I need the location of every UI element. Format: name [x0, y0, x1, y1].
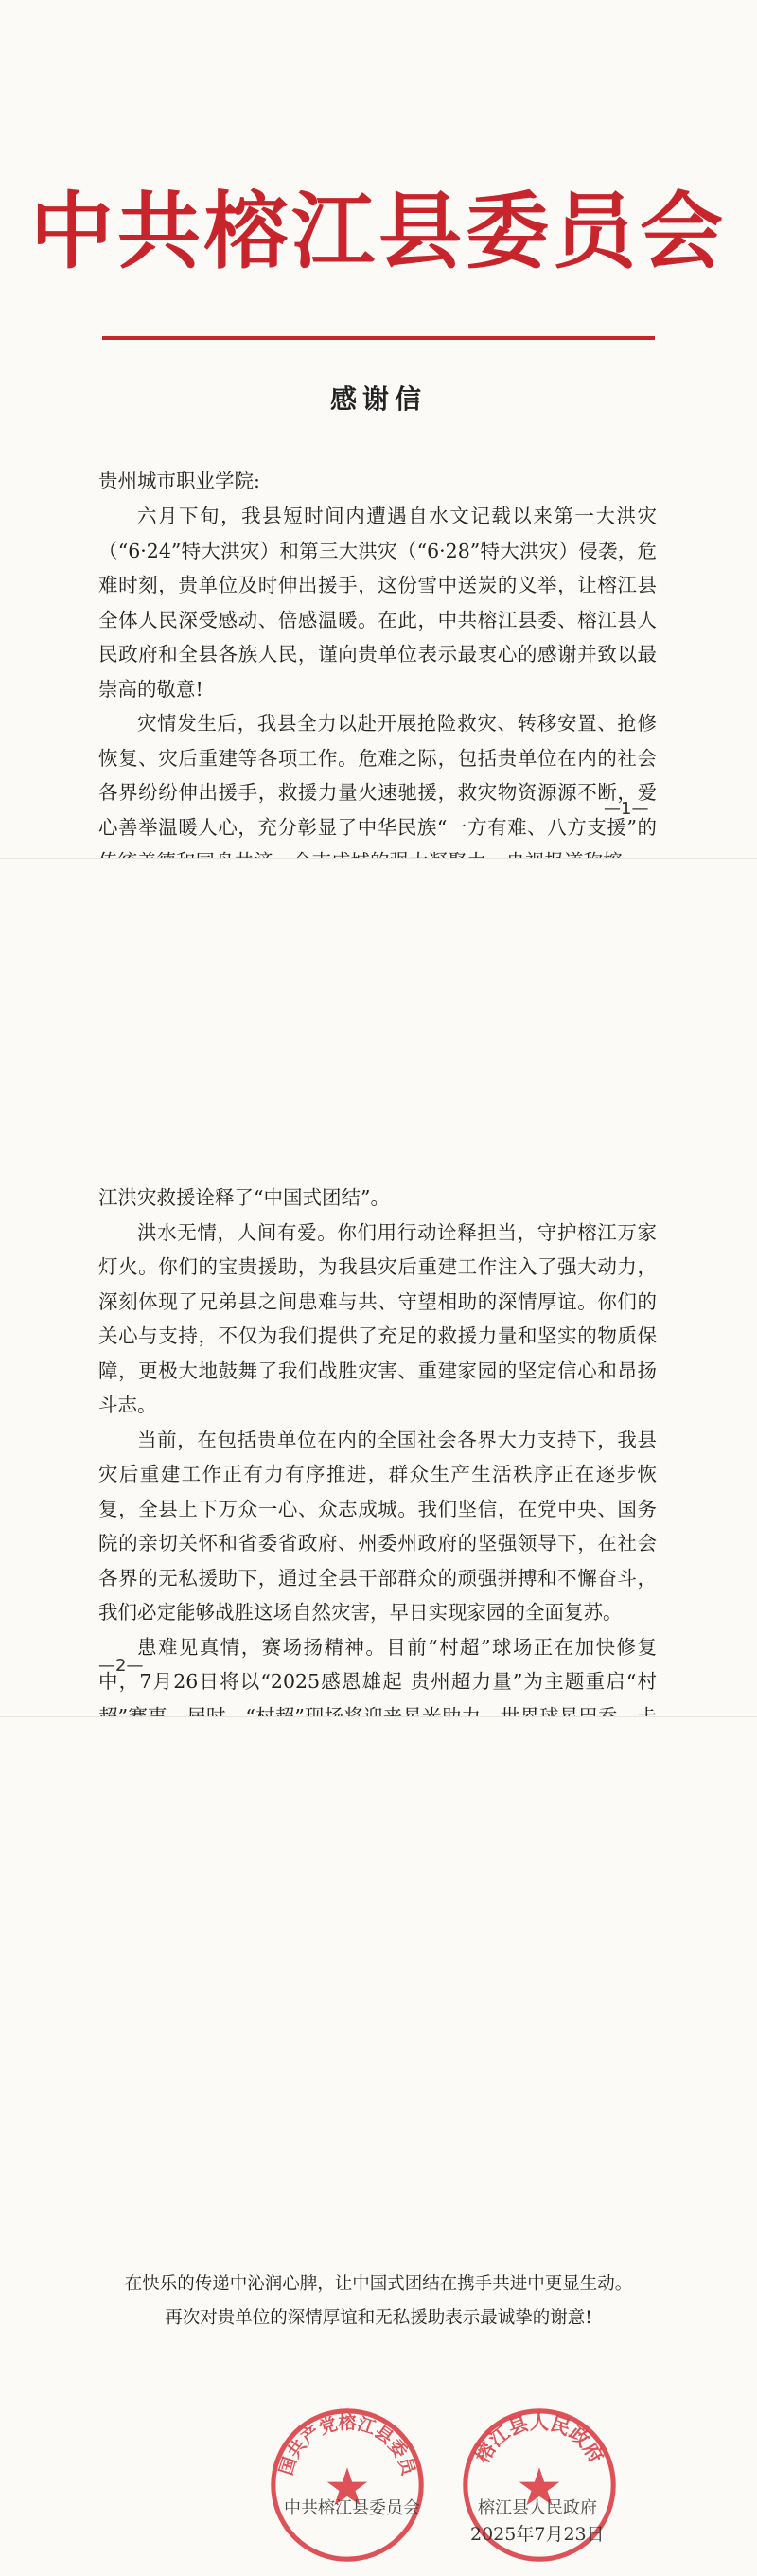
page-number: —1— [604, 799, 649, 819]
letter-title: 感谢信 [329, 383, 427, 415]
page1-body [98, 499, 657, 879]
signature-party-committee: 中共榕江县委员会 [284, 2498, 420, 2518]
signature-government: 榕江县人民政府 [478, 2498, 597, 2518]
page-1 [0, 0, 757, 859]
paragraph: 六月下旬，我县短时间内遭遇自水文记载以来第一大洪灾（“6·24”特大洪灾）和第三大洪灾（“6·28”特大洪灾）侵袭，危难时刻，贵单位及时伸出援手，这份雪中送炭的义举，让榕江县全体人民深受感动、倍感温暖。在此，中共榕江县委、榕江县人民政府和全县各族人民，谨向贵单位表示最衷心的感谢并致以最崇高的敬意! [98, 505, 657, 701]
salutation: 贵州城市职业学院: [98, 470, 260, 492]
closing-line: 在快乐的传递中沁润心脾，让中国式团结在携手共进中更显生动。 [124, 2274, 633, 2294]
org-header-title: 中共榕江县委员会 [29, 182, 727, 280]
seal-text: 国共产党榕江县委员 [275, 2412, 419, 2478]
paragraph-continuation: 江洪灾救援诠释了“中国式团结”。 [98, 1186, 390, 1209]
page-2 [0, 859, 757, 1717]
header-red-rule [102, 336, 655, 340]
party-committee-seal [267, 2405, 428, 2566]
closing-text [0, 2267, 757, 2336]
paragraph: 灾情发生后，我县全力以赴开展抢险救灾、转移安置、抢修恢复、灾后重建等各项工作。危难之际，包括贵单位在内的社会各界纷纷伸出援手，救援力量火速驰援，救灾物资源源不断，爱心善举温暖人心，充分彰显了中华民族“一方有难、八方支援”的 [98, 712, 657, 839]
page-number: —2— [98, 1656, 144, 1676]
seal-text: 榕江县人民政府 [470, 2410, 608, 2467]
closing-line: 再次对贵单位的深情厚谊和无私援助表示最诚挚的谢意! [165, 2308, 592, 2328]
paragraph: 患难见真情，赛场扬精神。目前“村超”球场正在加快修复中，7月26日将以“2025感恩雄起 贵州超力量”为主题重启“村 [98, 1635, 657, 1693]
paragraph: 洪水无情，人间有爱。你们用行动诠释担当，守护榕江万家灯火。你们的宝贵援助，为我县灾后重建工作注入了强大动力，深刻体现了兄弟县之间患难与共、守望相助的深情厚谊。你们的关心与支持，不仅为我们提供了充足的救援力量和坚实的物质保障，更极大地鼓舞了我们战胜灾害、重建家园的坚定信心和昂扬斗志。 [98, 1220, 657, 1416]
paragraph: 当前，在包括贵单位在内的全国社会各界大力支持下，我县灾后重建工作正有力有序推进，群众生产生活秩序正在逐步恢复，全县上下万众一心、众志成城。我们坚信，在党中央、国务院的亲切关怀和省委省政府、州委州政府的坚强领导下，在社会各界的无私援助下，通过全县干部群众的顽强拼搏和不懈奋斗，我们必定能够战胜这场自然灾害，早日实现家园的全面复苏。 [98, 1428, 657, 1624]
signature-date: 2025年7月23日 [470, 2524, 605, 2545]
